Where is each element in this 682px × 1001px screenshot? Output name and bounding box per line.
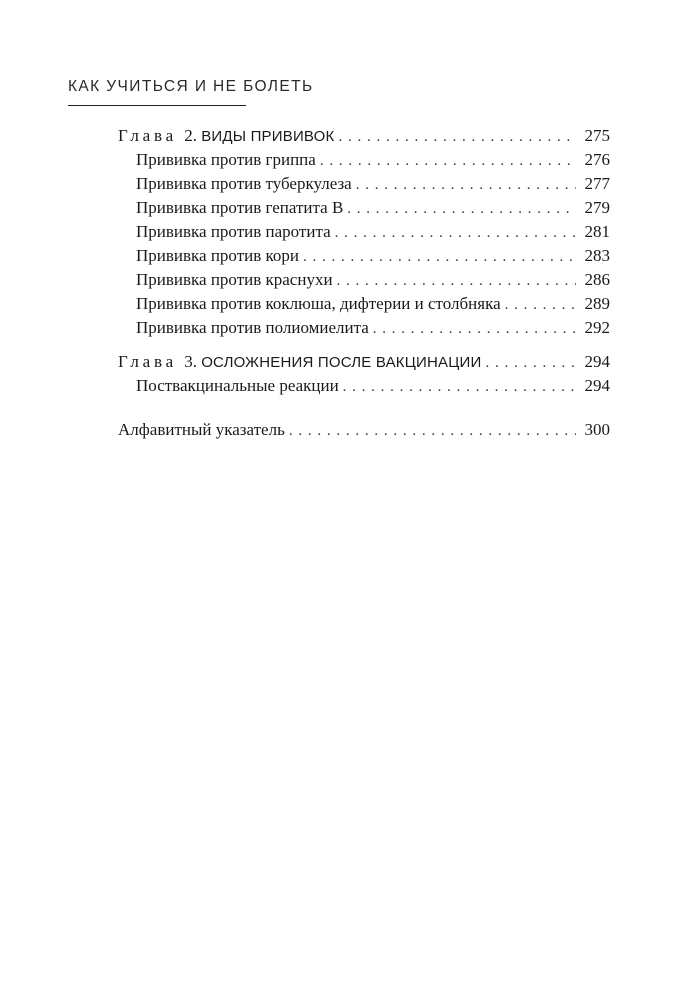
dot-leader: [373, 317, 576, 341]
entry-title: Прививка против коклюша, дифтерии и столбняка: [136, 294, 501, 313]
dot-leader: [289, 419, 576, 443]
toc-chapter-2[interactable]: [118, 124, 610, 148]
chapter-title: ВИДЫ ПРИВИВОК: [201, 128, 335, 145]
toc-entry[interactable]: [118, 196, 610, 220]
entry-title: Прививка против туберкулеза: [136, 174, 352, 193]
chapter-title: ОСЛОЖНЕНИЯ ПОСЛЕ ВАКЦИНАЦИИ: [201, 354, 482, 371]
entry-title: Прививка против паротита: [136, 222, 331, 241]
chapter-heading: [118, 124, 334, 149]
table-of-contents: [118, 124, 610, 442]
page-number: 276: [584, 150, 610, 169]
toc-entry[interactable]: [118, 316, 610, 340]
chapter-number: 2.: [184, 126, 197, 145]
dot-leader: [337, 269, 576, 293]
entry-title: Прививка против кори: [136, 246, 299, 265]
entry-title: Прививка против гепатита В: [136, 198, 344, 217]
toc-entry[interactable]: [118, 172, 610, 196]
toc-entry[interactable]: [118, 374, 610, 398]
chapter-word: Глава: [118, 126, 177, 145]
page-number: 279: [584, 198, 610, 217]
toc-index[interactable]: [118, 418, 610, 442]
toc-entry[interactable]: [118, 244, 610, 268]
entry-title: Поствакцинальные реакции: [136, 376, 339, 395]
dot-leader: [303, 245, 576, 269]
page-number: 275: [584, 126, 610, 145]
chapter-number: 3.: [184, 352, 197, 371]
chapter-heading: [118, 350, 482, 375]
page-number: 294: [584, 376, 610, 395]
running-head: КАК УЧИТЬСЯ И НЕ БОЛЕТЬ: [68, 78, 314, 95]
entry-title: Прививка против краснухи: [136, 270, 333, 289]
dot-leader: [505, 293, 576, 317]
page-number: 294: [584, 352, 610, 371]
page-number: 281: [584, 222, 610, 241]
dot-leader: [347, 197, 576, 221]
page-number: 300: [584, 420, 610, 439]
toc-chapter-3[interactable]: [118, 350, 610, 374]
dot-leader: [338, 125, 576, 149]
page-number: 292: [584, 318, 610, 337]
page-number: 286: [584, 270, 610, 289]
dot-leader: [335, 221, 576, 245]
entry-title: Прививка против полиомиелита: [136, 318, 369, 337]
toc-entry[interactable]: [118, 148, 610, 172]
page-number: 277: [584, 174, 610, 193]
page-number: 283: [584, 246, 610, 265]
dot-leader: [356, 173, 576, 197]
toc-entry[interactable]: [118, 220, 610, 244]
toc-entry[interactable]: [118, 268, 610, 292]
page-number: 289: [584, 294, 610, 313]
entry-title: Алфавитный указатель: [118, 420, 285, 439]
dot-leader: [343, 375, 576, 399]
header-rule: [68, 105, 246, 106]
dot-leader: [486, 351, 577, 375]
chapter-word: Глава: [118, 352, 177, 371]
toc-entry[interactable]: [118, 292, 610, 316]
entry-title: Прививка против гриппа: [136, 150, 316, 169]
dot-leader: [320, 149, 576, 173]
